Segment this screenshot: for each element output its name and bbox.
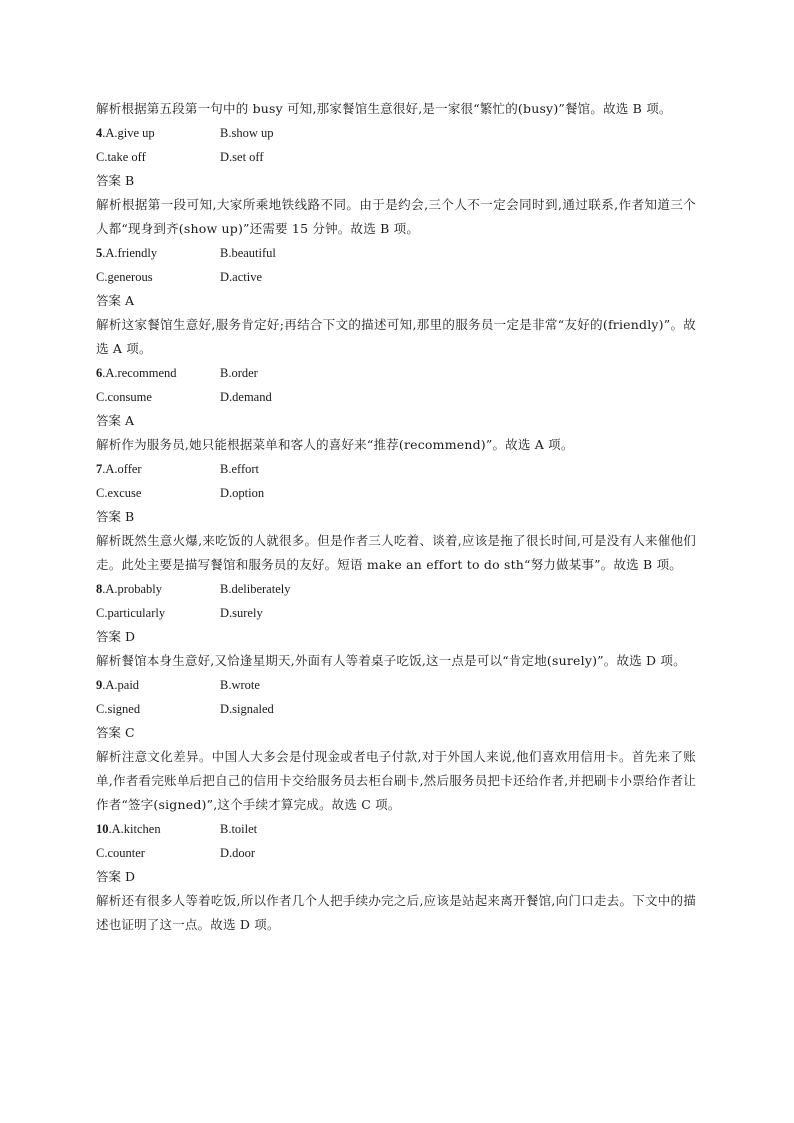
option-c: C.particularly <box>96 606 166 620</box>
option-a <box>96 673 220 697</box>
question-number: 5 <box>96 246 103 260</box>
explanation-paragraph: 解析这家餐馆生意好,服务肯定好;再结合下文的描述可知,那里的服务员一定是非常“友好的(friendly)”。故选 A 项。 <box>96 317 696 356</box>
option-d: D.set off <box>220 150 264 164</box>
document-page <box>96 97 696 937</box>
option-c: C.consume <box>96 390 152 404</box>
option-b: B.beautiful <box>220 246 276 260</box>
question-options-row <box>96 577 696 601</box>
question-options-row <box>96 481 696 505</box>
option-a-text: .A.friendly <box>102 246 158 260</box>
question-options-row <box>96 601 696 625</box>
answer-line: 答案 C <box>96 725 135 740</box>
option-a <box>96 241 220 265</box>
question-options-row <box>96 457 696 481</box>
question-options-row <box>96 673 696 697</box>
option-d: D.active <box>220 270 262 284</box>
question-options-row <box>96 121 696 145</box>
answer-line: 答案 A <box>96 413 135 428</box>
question-options-row <box>96 361 696 385</box>
option-b: B.effort <box>220 462 259 476</box>
option-a <box>96 577 220 601</box>
question-number: 7 <box>96 462 103 476</box>
question-options-row <box>96 841 696 865</box>
option-c: C.excuse <box>96 486 142 500</box>
answer-line: 答案 D <box>96 629 135 644</box>
option-a-text: .A.probably <box>102 582 162 596</box>
option-c: C.take off <box>96 150 146 164</box>
explanation-paragraph: 解析还有很多人等着吃饭,所以作者几个人把手续办完之后,应该是站起来离开餐馆,向门口走去。下文中的描述也证明了这一点。故选 D 项。 <box>96 893 696 932</box>
answer-line: 答案 A <box>96 293 135 308</box>
option-c: C.generous <box>96 270 153 284</box>
answer-line: 答案 D <box>96 869 135 884</box>
option-b: B.deliberately <box>220 582 291 596</box>
option-d: D.demand <box>220 390 272 404</box>
explanation-paragraph: 解析作为服务员,她只能根据菜单和客人的喜好来“推荐(recommend)”。故选 A 项。 <box>96 437 574 452</box>
option-a <box>96 817 220 841</box>
option-d: D.door <box>220 846 256 860</box>
option-a-text: .A.give up <box>102 126 155 140</box>
option-c: C.counter <box>96 846 145 860</box>
option-a-text: .A.paid <box>102 678 140 692</box>
option-a-text: .A.kitchen <box>108 822 161 836</box>
option-b: B.wrote <box>220 678 260 692</box>
answer-line: 答案 B <box>96 173 135 188</box>
explanation-paragraph: 解析注意文化差异。中国人大多会是付现金或者电子付款,对于外国人来说,他们喜欢用信用卡。首先来了账单,作者看完账单后把自己的信用卡交给服务员去柜台刷卡,然后服务员把卡还给作者,并把刷卡小票给作者让作者“签字(signed)”,这个手续才算完成。故选 C 项。 <box>96 749 696 812</box>
question-options-row <box>96 265 696 289</box>
question-options-row <box>96 145 696 169</box>
question-number: 10 <box>96 822 109 836</box>
option-a-text: .A.recommend <box>102 366 177 380</box>
option-a <box>96 361 220 385</box>
option-d: D.surely <box>220 606 263 620</box>
option-c: C.signed <box>96 702 141 716</box>
question-number: 6 <box>96 366 103 380</box>
question-options-row <box>96 817 696 841</box>
option-a <box>96 457 220 481</box>
question-options-row <box>96 697 696 721</box>
option-d: D.signaled <box>220 702 274 716</box>
option-b: B.show up <box>220 126 274 140</box>
question-options-row <box>96 241 696 265</box>
question-number: 8 <box>96 582 103 596</box>
answer-line: 答案 B <box>96 509 135 524</box>
question-options-row <box>96 385 696 409</box>
explanation-paragraph: 解析餐馆本身生意好,又恰逢星期天,外面有人等着桌子吃饭,这一点是可以“肯定地(surely)”。故选 D 项。 <box>96 653 686 668</box>
explanation-paragraph: 解析根据第一段可知,大家所乘地铁线路不同。由于是约会,三个人不一定会同时到,通过联系,作者知道三个人都“现身到齐(show up)”还需要 15 分钟。故选 B 项。 <box>96 197 696 236</box>
question-number: 9 <box>96 678 103 692</box>
option-b: B.order <box>220 366 258 380</box>
explanation-paragraph: 解析根据第五段第一句中的 busy 可知,那家餐馆生意很好,是一家很“繁忙的(busy)”餐馆。故选 B 项。 <box>96 101 672 116</box>
option-d: D.option <box>220 486 265 500</box>
option-a-text: .A.offer <box>102 462 142 476</box>
option-a <box>96 121 220 145</box>
option-b: B.toilet <box>220 822 258 836</box>
question-number: 4 <box>96 126 103 140</box>
explanation-paragraph: 解析既然生意火爆,来吃饭的人就很多。但是作者三人吃着、谈着,应该是拖了很长时间,可是没有人来催他们走。此处主要是描写餐馆和服务员的友好。短语 make an effort to do sth“努力做某事”。故选 B 项。 <box>96 533 696 572</box>
